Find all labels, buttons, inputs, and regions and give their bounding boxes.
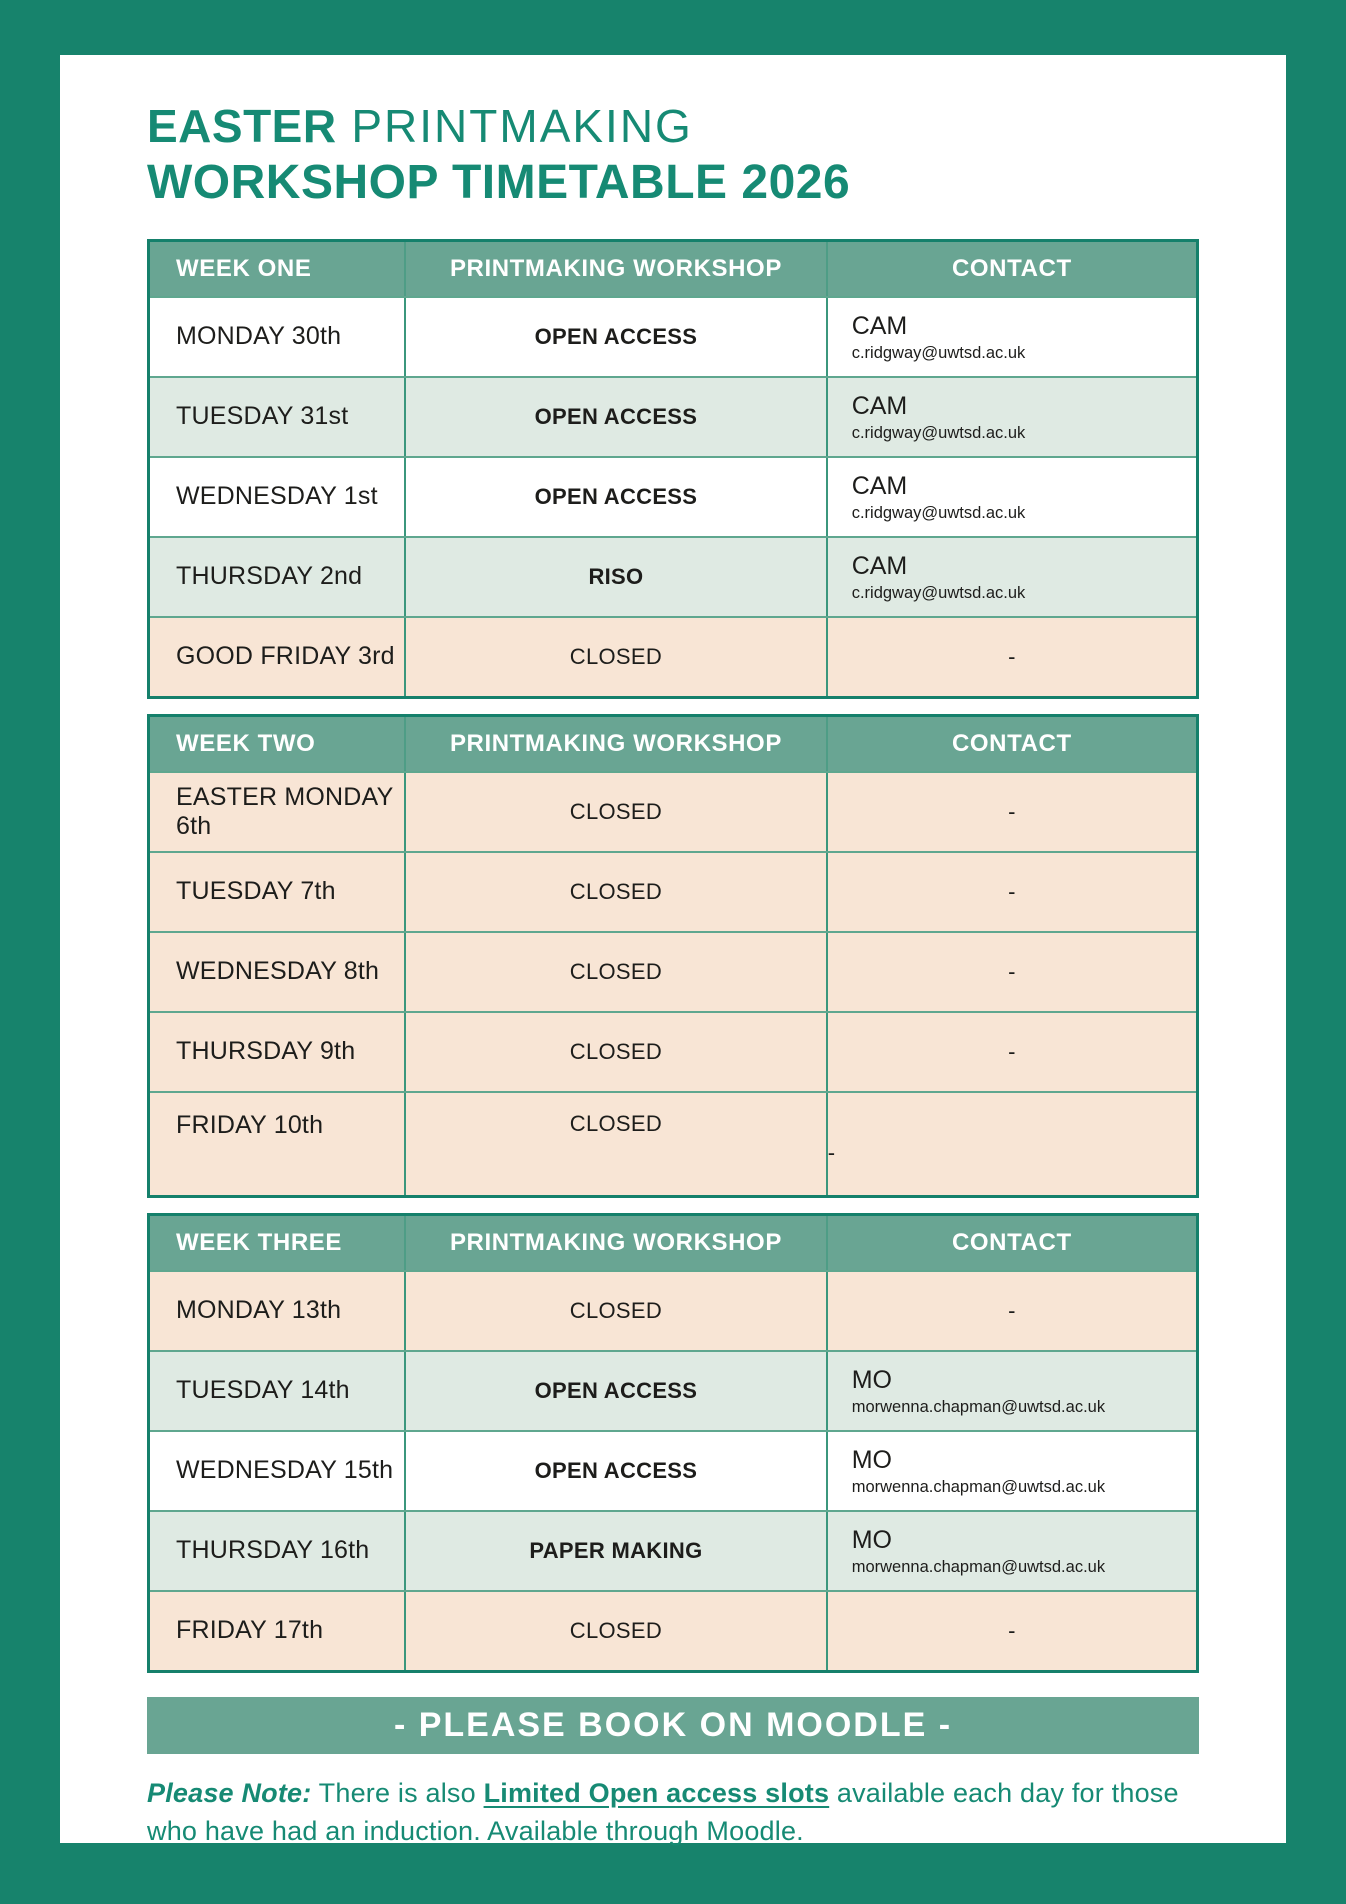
note-text2: available each day for those who have had an induction. Available through Moodle. [147,1777,1179,1847]
day-cell: THURSDAY 9th [176,1037,356,1066]
contact-email: c.ridgway@uwtsd.ac.uk [851,583,1026,602]
day-cell: THURSDAY 16th [176,1536,370,1565]
table-row [150,1590,1196,1670]
table-row [150,931,1196,1011]
contact-email: morwenna.chapman@uwtsd.ac.uk [851,1397,1106,1416]
contact-cell [826,298,1196,376]
table-row [150,616,1196,696]
contact-email: c.ridgway@uwtsd.ac.uk [851,343,1026,362]
contact-name: CAM [851,311,908,340]
contact-cell [826,1432,1196,1510]
workshop-cell: CLOSED [404,933,826,1011]
open-access-slots-link[interactable]: Limited Open access slots [483,1777,830,1808]
day-cell: WEDNESDAY 15th [176,1456,394,1485]
workshop-cell: OPEN ACCESS [404,298,826,376]
contact-cell: - [826,853,1196,931]
contact-cell [826,1512,1196,1590]
please-note-text [147,1774,1199,1851]
workshop-cell: RISO [404,538,826,616]
contact-name: MO [851,1365,892,1394]
contact-email: morwenna.chapman@uwtsd.ac.uk [851,1477,1106,1496]
poster-sheet [60,55,1286,1847]
contact-cell [826,1352,1196,1430]
page-title-line2: WORKSHOP TIMETABLE 2026 [147,156,851,210]
workshop-cell: CLOSED [404,853,826,931]
day-cell: TUESDAY 7th [176,877,336,906]
contact-cell [826,378,1196,456]
workshop-cell: PAPER MAKING [404,1512,826,1590]
page-title [147,99,1199,212]
day-cell: WEDNESDAY 8th [176,957,380,986]
column-header: CONTACT [826,1216,1196,1270]
contact-cell [826,458,1196,536]
table-row [150,1510,1196,1590]
title-printmaking: PRINTMAKING [336,100,693,152]
workshop-cell: CLOSED [404,1013,826,1091]
table-row [150,1091,1196,1195]
column-header: WEEK THREE [176,1228,343,1256]
contact-cell: - [826,773,1196,851]
day-cell: EASTER MONDAY 6th [176,782,393,840]
table-header-row [150,717,1196,771]
column-header: CONTACT [826,242,1196,296]
workshop-cell: CLOSED [404,773,826,851]
note-text1: There is also [311,1777,484,1808]
note-prefix: Please Note: [147,1777,312,1808]
week-one-table [147,239,1199,699]
workshop-cell: OPEN ACCESS [404,458,826,536]
workshop-cell: OPEN ACCESS [404,378,826,456]
contact-email: morwenna.chapman@uwtsd.ac.uk [851,1557,1106,1576]
contact-cell: - [826,933,1196,1011]
contact-name: CAM [851,551,908,580]
table-header-row [150,1216,1196,1270]
day-cell: MONDAY 30th [176,322,342,351]
column-header: PRINTMAKING WORKSHOP [404,242,826,296]
workshop-cell: OPEN ACCESS [404,1352,826,1430]
column-header: PRINTMAKING WORKSHOP [404,1216,826,1270]
contact-cell: - [826,1013,1196,1091]
table-row [150,376,1196,456]
table-row [150,296,1196,376]
table-row [150,771,1196,851]
workshop-cell: CLOSED [404,618,826,696]
timetable-tables [147,239,1199,1673]
workshop-cell: CLOSED [404,1272,826,1350]
day-cell: FRIDAY 17th [176,1616,324,1645]
contact-name: CAM [851,471,908,500]
contact-cell [826,538,1196,616]
banner-label: - PLEASE BOOK ON MOODLE - [393,1705,953,1744]
table-header-row [150,242,1196,296]
page-title-line1 [147,99,1199,153]
column-header: CONTACT [826,717,1196,771]
week-three-table [147,1213,1199,1673]
contact-cell: - [826,1272,1196,1350]
table-row [150,536,1196,616]
table-row [150,1270,1196,1350]
table-row [150,1430,1196,1510]
book-on-moodle-banner [147,1697,1199,1754]
workshop-cell: CLOSED [404,1093,826,1195]
workshop-cell: CLOSED [404,1592,826,1670]
workshop-cell: OPEN ACCESS [404,1432,826,1510]
title-easter: EASTER [147,100,337,152]
column-header: PRINTMAKING WORKSHOP [404,717,826,771]
contact-email: c.ridgway@uwtsd.ac.uk [851,423,1026,442]
day-cell: MONDAY 13th [176,1296,342,1325]
column-header: WEEK ONE [176,254,312,282]
day-cell: TUESDAY 14th [176,1376,350,1405]
day-cell: WEDNESDAY 1st [176,482,378,511]
contact-email: c.ridgway@uwtsd.ac.uk [851,503,1026,522]
column-header: WEEK TWO [176,729,316,757]
contact-cell: - [826,1093,1196,1195]
table-row [150,456,1196,536]
day-cell: THURSDAY 2nd [176,562,363,591]
day-cell: TUESDAY 31st [176,402,349,431]
table-row [150,851,1196,931]
contact-name: CAM [851,391,908,420]
week-two-table [147,714,1199,1198]
day-cell: GOOD FRIDAY 3rd [176,642,395,671]
contact-name: MO [851,1445,892,1474]
table-row [150,1350,1196,1430]
contact-cell: - [826,1592,1196,1670]
table-row [150,1011,1196,1091]
contact-cell: - [826,618,1196,696]
contact-name: MO [851,1525,892,1554]
day-cell: FRIDAY 10th [176,1110,324,1139]
